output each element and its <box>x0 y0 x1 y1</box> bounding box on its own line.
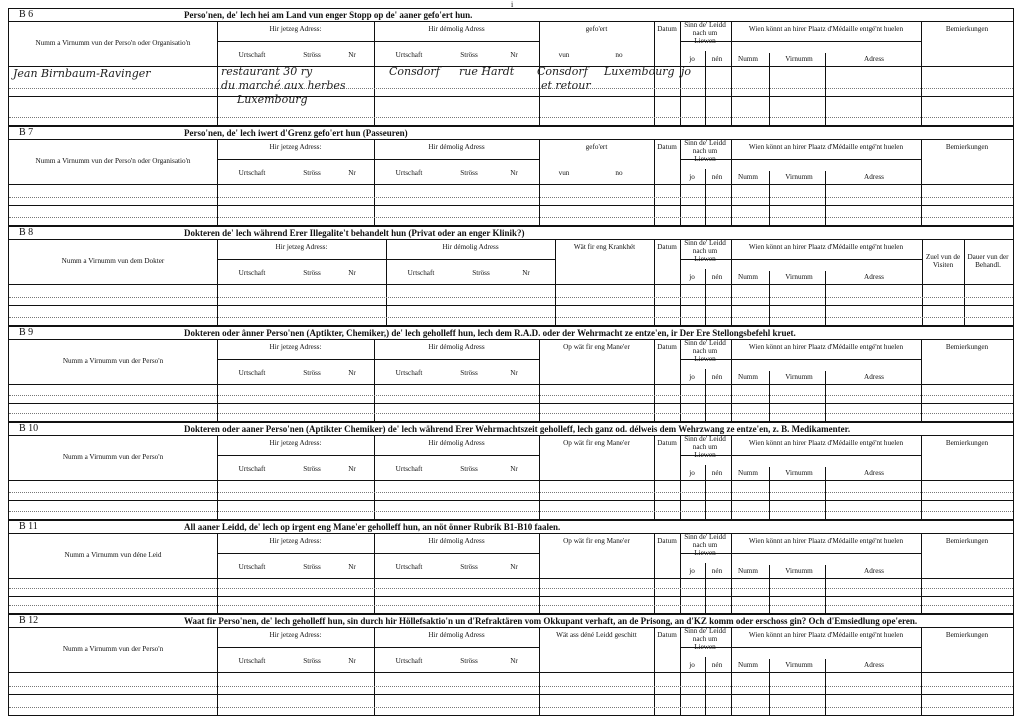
extra-column-header: Wät ass déné Leidd geschitt <box>556 631 637 639</box>
former-stross: Ströss <box>460 657 478 665</box>
leidd-header: Sinn de' Leidd nach um Liewen <box>684 339 726 363</box>
column-rule <box>654 627 655 715</box>
section-title: Perso'nen, de' lech hei am Land vun enger Stopp op de' aaner gefo'ert hun. <box>184 10 473 20</box>
row-rule <box>9 197 1013 198</box>
column-rule <box>825 371 826 421</box>
nen-label: nén <box>711 661 723 669</box>
row-rule <box>9 284 1013 285</box>
section-code: B 10 <box>19 423 39 434</box>
nen-label: nén <box>711 55 723 63</box>
column-rule <box>374 533 375 613</box>
former-stross: Ströss <box>460 563 478 571</box>
numm-label: Numm <box>738 469 758 477</box>
leidd-header: Sinn de' Leidd nach um Liewen <box>684 239 726 263</box>
handwritten-jo: jo <box>681 65 692 78</box>
column-rule <box>217 435 218 519</box>
row-rule <box>9 578 1013 579</box>
column-rule <box>731 533 732 613</box>
column-rule <box>825 171 826 225</box>
column-rule <box>731 21 732 125</box>
row-rule <box>217 553 539 554</box>
row-rule <box>9 403 1013 404</box>
column-rule <box>921 627 922 715</box>
column-rule <box>769 659 770 715</box>
current-stross: Ströss <box>303 169 321 177</box>
column-rule <box>769 371 770 421</box>
row-rule <box>217 647 539 648</box>
medal-header: Wien könnt an hirer Plaatz d'Médaille entgé'nt huelen <box>748 143 904 151</box>
current-address-header: Hir jetzeg Adress: <box>269 25 322 33</box>
row-rule <box>9 588 1013 589</box>
former-address-header: Hir démolig Adress <box>428 25 485 33</box>
former-stross: Ströss <box>460 51 478 59</box>
column-rule <box>731 239 732 325</box>
column-rule <box>539 627 540 715</box>
adress-label: Adress <box>864 567 884 575</box>
row-rule <box>9 707 1013 708</box>
row-rule <box>9 88 1013 89</box>
section-grid <box>9 21 1013 125</box>
column-rule <box>539 533 540 613</box>
column-rule <box>825 659 826 715</box>
current-urtschaft: Urtschaft <box>238 51 266 59</box>
column-rule <box>555 239 556 325</box>
name-column-header: Numm a Virnumm vun der Perso'n <box>62 453 164 461</box>
leidd-header: Sinn de' Leidd nach um Liewen <box>684 139 726 163</box>
nen-label: nén <box>711 373 723 381</box>
virnumm-label: Virnumm <box>785 173 813 181</box>
row-rule <box>9 205 1013 206</box>
column-rule <box>217 139 218 225</box>
section-code: B 6 <box>19 9 34 20</box>
row-rule <box>217 159 539 160</box>
adress-label: Adress <box>864 469 884 477</box>
virnumm-label: Virnumm <box>785 567 813 575</box>
column-rule <box>217 533 218 613</box>
column-rule <box>964 239 965 325</box>
column-rule <box>680 339 681 421</box>
numm-label: Numm <box>738 55 758 63</box>
datum-header: Datum <box>657 143 677 151</box>
current-nr: Nr <box>348 269 356 277</box>
current-stross: Ströss <box>303 269 321 277</box>
column-rule <box>921 21 922 125</box>
handwritten-to1: Luxembourg <box>604 65 675 78</box>
handwritten-old-addr2: rue Hardt <box>459 65 515 78</box>
column-rule <box>769 565 770 613</box>
adress-label: Adress <box>864 661 884 669</box>
current-urtschaft: Urtschaft <box>238 169 266 177</box>
current-nr: Nr <box>348 657 356 665</box>
handwritten-addr1: restaurant 30 ry <box>221 65 313 78</box>
section-grid <box>9 533 1013 613</box>
column-rule <box>921 339 922 421</box>
leidd-header: Sinn de' Leidd nach um Liewen <box>684 21 726 45</box>
column-rule <box>654 139 655 225</box>
handwritten-name: Jean Birnbaum-Ravinger <box>13 67 151 80</box>
column-rule <box>731 139 732 225</box>
column-rule <box>374 21 375 125</box>
current-urtschaft: Urtschaft <box>238 563 266 571</box>
column-rule <box>680 239 681 325</box>
remarks-header: Bemierkungen <box>945 343 989 351</box>
former-urtschaft: Urtschaft <box>395 51 423 59</box>
row-rule <box>9 297 1013 298</box>
column-rule <box>217 339 218 421</box>
row-rule <box>217 455 539 456</box>
former-urtschaft: Urtschaft <box>407 269 435 277</box>
virnumm-label: Virnumm <box>785 273 813 281</box>
column-rule <box>825 467 826 519</box>
extra-column-header: Op wät fir eng Mane'er <box>563 343 630 351</box>
leidd-header: Sinn de' Leidd nach um Liewen <box>684 435 726 459</box>
jo-label: jo <box>689 469 695 477</box>
row-rule <box>9 686 1013 687</box>
section-b9 <box>8 326 1014 422</box>
current-nr: Nr <box>348 169 356 177</box>
section-code: B 9 <box>19 327 34 338</box>
column-rule <box>921 533 922 613</box>
former-address-header: Hir démolig Adress <box>428 343 485 351</box>
section-grid <box>9 435 1013 519</box>
column-rule <box>654 435 655 519</box>
current-address-header: Hir jetzeg Adress: <box>269 631 322 639</box>
column-rule <box>374 139 375 225</box>
section-title: All aaner Leidd, de' lech op irgent eng Mane'er geholleff hun, an nöt önner Rubrik B1-B10 faalen. <box>184 522 561 532</box>
current-address-header: Hir jetzeg Adress: <box>269 439 322 447</box>
remarks-header: Bemierkungen <box>945 143 989 151</box>
datum-header: Datum <box>657 537 677 545</box>
column-rule <box>680 435 681 519</box>
adress-label: Adress <box>864 173 884 181</box>
row-rule <box>9 217 1013 218</box>
virnumm-label: Virnumm <box>785 469 813 477</box>
page-mark: i <box>511 0 514 9</box>
row-rule <box>9 480 1013 481</box>
row-rule <box>9 492 1013 493</box>
row-rule <box>9 184 1013 185</box>
section-b12 <box>8 614 1014 716</box>
section-b6 <box>8 8 1014 126</box>
column-rule <box>539 339 540 421</box>
remarks-header: Bemierkungen <box>945 439 989 447</box>
nen-label: nén <box>711 567 723 575</box>
extra-no: no <box>615 51 623 59</box>
row-rule <box>9 384 1013 385</box>
column-rule <box>825 271 826 325</box>
row-rule <box>9 596 1013 597</box>
former-urtschaft: Urtschaft <box>395 657 423 665</box>
datum-header: Datum <box>657 243 677 251</box>
handwritten-from: Consdorf <box>537 65 588 78</box>
row-rule <box>9 511 1013 512</box>
row-rule <box>217 41 539 42</box>
former-stross: Ströss <box>460 169 478 177</box>
medal-header: Wien könnt an hirer Plaatz d'Médaille entgé'nt huelen <box>748 343 904 351</box>
column-rule <box>922 239 923 325</box>
former-stross: Ströss <box>460 369 478 377</box>
extra-column-header: Op wät fir eng Mane'er <box>563 439 630 447</box>
jo-label: jo <box>689 173 695 181</box>
column-rule <box>921 435 922 519</box>
column-rule <box>680 139 681 225</box>
former-stross: Ströss <box>472 269 490 277</box>
row-rule <box>9 395 1013 396</box>
jo-label: jo <box>689 55 695 63</box>
former-nr: Nr <box>510 563 518 571</box>
name-column-header: Numm a Virnumm vun der Perso'n <box>62 357 164 365</box>
numm-label: Numm <box>738 373 758 381</box>
dauer-header: Dauer vun der Behandl. <box>967 253 1009 269</box>
former-urtschaft: Urtschaft <box>395 169 423 177</box>
remarks-header: Bemierkungen <box>945 631 989 639</box>
jo-label: jo <box>689 373 695 381</box>
section-grid <box>9 339 1013 421</box>
section-b10 <box>8 422 1014 520</box>
column-rule <box>217 239 218 325</box>
current-stross: Ströss <box>303 465 321 473</box>
section-title: Waat fir Perso'nen, de' lech geholleff hun, sin durch hir Höllefsaktio'n un d'Refraktären vom Okkupant verhaft, an de Prisong, an d'KZ komm oder erschoss gin? Och d'Emsiedlung ope'eren. <box>184 616 918 626</box>
column-rule <box>731 339 732 421</box>
column-rule <box>731 435 732 519</box>
virnumm-label: Virnumm <box>785 55 813 63</box>
former-urtschaft: Urtschaft <box>395 369 423 377</box>
medal-header: Wien könnt an hirer Plaatz d'Médaille entgé'nt huelen <box>748 631 904 639</box>
column-rule <box>769 467 770 519</box>
datum-header: Datum <box>657 631 677 639</box>
column-rule <box>825 565 826 613</box>
section-code: B 8 <box>19 227 34 238</box>
column-rule <box>769 271 770 325</box>
name-column-header: Numm a Virnumm vun déne Leid <box>64 551 162 559</box>
former-urtschaft: Urtschaft <box>395 465 423 473</box>
handwritten-to2: et retour <box>541 79 591 92</box>
section-code: B 11 <box>19 521 38 532</box>
section-title: Dokteren de' lech während Erer Illegalite't behandelt hun (Privat oder an enger Klinik?) <box>184 228 525 238</box>
section-title: Dokteren oder aaner Perso'nen (Aptikter Chemiker) de' lech während Erer Wehrmachtszeit geholleff, lech ganz od. délweis dem Wehrzwang ze entze'en, z. B. Medikamenter. <box>184 424 851 434</box>
column-rule <box>374 339 375 421</box>
datum-header: Datum <box>657 343 677 351</box>
medal-header: Wien könnt an hirer Plaatz d'Médaille entgé'nt huelen <box>748 439 904 447</box>
medal-header: Wien könnt an hirer Plaatz d'Médaille entgé'nt huelen <box>748 243 904 251</box>
nen-label: nén <box>711 469 723 477</box>
row-rule <box>9 500 1013 501</box>
column-rule <box>680 627 681 715</box>
current-stross: Ströss <box>303 657 321 665</box>
current-nr: Nr <box>348 51 356 59</box>
column-rule <box>921 139 922 225</box>
datum-header: Datum <box>657 25 677 33</box>
column-rule <box>374 627 375 715</box>
nen-label: nén <box>711 173 723 181</box>
column-rule <box>386 239 387 325</box>
column-rule <box>680 533 681 613</box>
current-urtschaft: Urtschaft <box>238 369 266 377</box>
current-address-header: Hir jetzeg Adress: <box>269 143 322 151</box>
former-address-header: Hir démolig Adress <box>442 243 499 251</box>
row-rule <box>9 117 1013 118</box>
extra-column-header: gefo'ert <box>585 143 608 151</box>
numm-label: Numm <box>738 273 758 281</box>
row-rule <box>9 305 1013 306</box>
adress-label: Adress <box>864 273 884 281</box>
section-code: B 7 <box>19 127 34 138</box>
section-grid <box>9 139 1013 225</box>
current-stross: Ströss <box>303 51 321 59</box>
former-nr: Nr <box>510 465 518 473</box>
extra-column-header: Op wät fir eng Mane'er <box>563 537 630 545</box>
row-rule <box>9 672 1013 673</box>
current-nr: Nr <box>348 563 356 571</box>
adress-label: Adress <box>864 373 884 381</box>
numm-label: Numm <box>738 661 758 669</box>
section-grid <box>9 627 1013 715</box>
numm-label: Numm <box>738 567 758 575</box>
jo-label: jo <box>689 661 695 669</box>
name-column-header: Numm a Virnumm vun dem Dokter <box>61 257 165 265</box>
row-rule <box>9 413 1013 414</box>
extra-column-header: gefo'ert <box>585 25 608 33</box>
row-rule <box>217 359 539 360</box>
medal-header: Wien könnt an hirer Plaatz d'Médaille entgé'nt huelen <box>748 537 904 545</box>
jo-label: jo <box>689 273 695 281</box>
column-rule <box>731 627 732 715</box>
name-column-header: Numm a Virnumm vun der Perso'n <box>62 645 164 653</box>
nen-label: nén <box>711 273 723 281</box>
name-column-header: Numm a Virnumm vun der Perso'n oder Organisatio'n <box>35 157 191 165</box>
former-address-header: Hir démolig Adress <box>428 537 485 545</box>
former-stross: Ströss <box>460 465 478 473</box>
adress-label: Adress <box>864 55 884 63</box>
leidd-header: Sinn de' Leidd nach um Liewen <box>684 533 726 557</box>
section-code: B 12 <box>19 615 39 626</box>
remarks-header: Bemierkungen <box>945 537 989 545</box>
extra-no: no <box>615 169 623 177</box>
jo-label: jo <box>689 567 695 575</box>
current-address-header: Hir jetzeg Adress: <box>275 243 328 251</box>
section-b11 <box>8 520 1014 614</box>
former-address-header: Hir démolig Adress <box>428 631 485 639</box>
section-title: Perso'nen, de' lech iwert d'Grenz gefo'ert hun (Passeuren) <box>184 128 408 138</box>
current-address-header: Hir jetzeg Adress: <box>269 343 322 351</box>
column-rule <box>217 21 218 125</box>
row-rule <box>217 259 555 260</box>
column-rule <box>654 239 655 325</box>
column-rule <box>374 435 375 519</box>
handwritten-addr3: Luxembourg <box>237 93 308 106</box>
numm-label: Numm <box>738 173 758 181</box>
name-column-header: Numm a Virnumm vun der Perso'n oder Organisatio'n <box>35 39 191 47</box>
handwritten-old-addr1: Consdorf <box>389 65 440 78</box>
column-rule <box>217 627 218 715</box>
column-rule <box>654 533 655 613</box>
extra-vun: vun <box>558 51 570 59</box>
zuel-header: Zuel vun de Visiten <box>925 253 961 269</box>
handwritten-addr2: du marché aux herbes <box>221 79 346 92</box>
column-rule <box>825 53 826 125</box>
column-rule <box>539 139 540 225</box>
virnumm-label: Virnumm <box>785 661 813 669</box>
leidd-header: Sinn de' Leidd nach um Liewen <box>684 627 726 651</box>
section-grid <box>9 239 1013 325</box>
section-b7 <box>8 126 1014 226</box>
former-address-header: Hir démolig Adress <box>428 439 485 447</box>
current-nr: Nr <box>348 369 356 377</box>
column-rule <box>769 171 770 225</box>
former-nr: Nr <box>510 169 518 177</box>
former-nr: Nr <box>510 51 518 59</box>
row-rule <box>9 96 1013 97</box>
current-nr: Nr <box>348 465 356 473</box>
former-nr: Nr <box>510 657 518 665</box>
former-address-header: Hir démolig Adress <box>428 143 485 151</box>
former-nr: Nr <box>522 269 530 277</box>
current-stross: Ströss <box>303 563 321 571</box>
datum-header: Datum <box>657 439 677 447</box>
current-urtschaft: Urtschaft <box>238 657 266 665</box>
virnumm-label: Virnumm <box>785 373 813 381</box>
former-nr: Nr <box>510 369 518 377</box>
row-rule <box>9 605 1013 606</box>
row-rule <box>9 317 1013 318</box>
current-stross: Ströss <box>303 369 321 377</box>
row-rule <box>9 694 1013 695</box>
medal-header: Wien könnt an hirer Plaatz d'Médaille entgé'nt huelen <box>748 25 904 33</box>
extra-column-header: Wät fir eng Krankhét <box>573 243 636 251</box>
column-rule <box>654 339 655 421</box>
remarks-header: Bemierkungen <box>945 25 989 33</box>
extra-vun: vun <box>558 169 570 177</box>
section-b8 <box>8 226 1014 326</box>
current-urtschaft: Urtschaft <box>238 269 266 277</box>
section-title: Dokteren oder ânner Perso'nen (Aptikter, Chemiker,) de' lech geholleff hun, lech dem R.A.D. oder der Wehrmacht ze entze'en, ir Der Ere Stellongsbefehl kruet. <box>184 328 796 338</box>
former-urtschaft: Urtschaft <box>395 563 423 571</box>
column-rule <box>769 53 770 125</box>
column-rule <box>539 435 540 519</box>
current-urtschaft: Urtschaft <box>238 465 266 473</box>
current-address-header: Hir jetzeg Adress: <box>269 537 322 545</box>
